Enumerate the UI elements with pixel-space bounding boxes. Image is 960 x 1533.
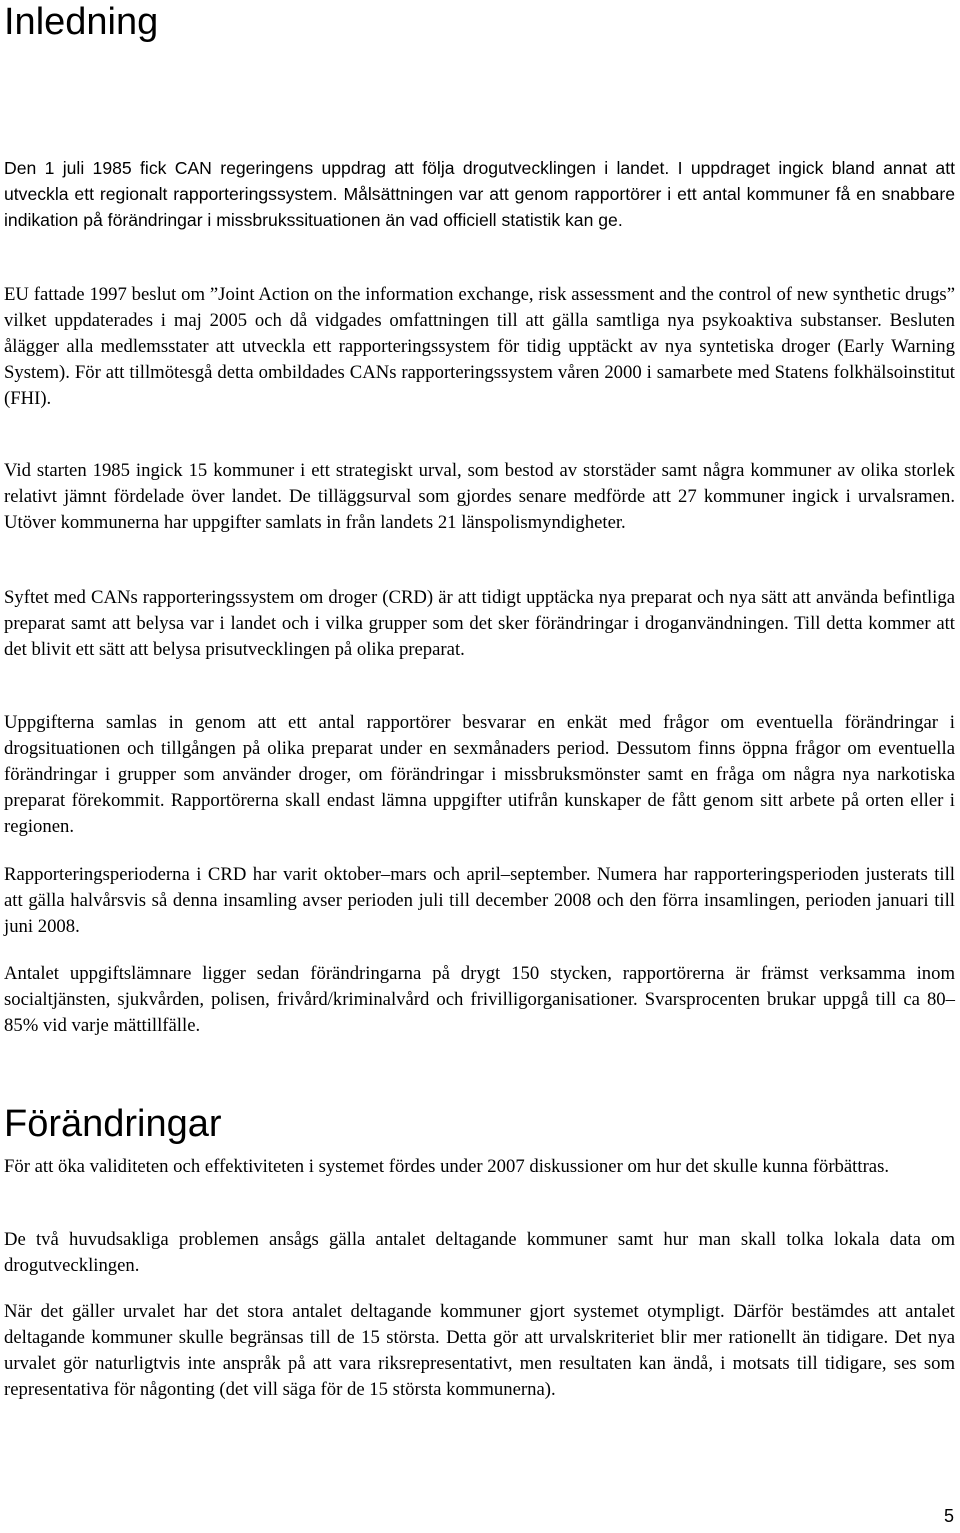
paragraph: För att öka validiteten och effektiviteten i systemet fördes under 2007 diskussioner om hur det skulle kunna förbättras.	[4, 1156, 890, 1177]
paragraph: Uppgifterna samlas in genom att ett antal rapportörer besvarar en enkät med frågor om eventuella förändringar i drogsituationen och tillgången på olika preparat under en sexmånaders period. Dessutom finns öppna frågor om eventuella förändringar i grupper som använder droger, om förändringar i missbruksmönster samt en fråga om några nya narkotiska preparat förekommit. Rapportörerna skall endast lämna uppgifter utifrån kunskaper de fått genom sitt arbete på orten eller i regionen.	[4, 712, 955, 837]
paragraph: Vid starten 1985 ingick 15 kommuner i ett strategiskt urval, som bestod av storstäder samt några kommuner av olika storlek relativt jämnt fördelade över landet. De tilläggsurval som gjordes senare medförde att 27 kommuner ingick i urvalsramen. Utöver kommunerna har uppgifter samlats in från landets 21 länspolismyndigheter.	[4, 460, 955, 533]
section-heading-forandringar: Förändringar	[4, 1103, 222, 1145]
paragraph: EU fattade 1997 beslut om ”Joint Action on the information exchange, risk assessment and the control of new synthetic drugs” vilket uppdaterades i maj 2005 och då vidgades omfattningen till att gälla samtliga nya psykoaktiva substanser. Besluten ålägger alla medlemsstater att utveckla ett rapporteringssystem för tidig upptäckt av nya syntetiska droger (Early Warning System). För att tillmötesgå detta ombildades CANs rapporteringssystem våren 2000 i samarbete med Statens folkhälsoinstitut (FHI).	[4, 284, 955, 409]
paragraph: Syftet med CANs rapporteringssystem om droger (CRD) är att tidigt upptäcka nya preparat och nya sätt att använda befintliga preparat samt att belysa var i landet och i vilka grupper som det sker förändringar i droganvändningen. Till detta kommer att det blivit ett sätt att belysa prisutvecklingen på olika preparat.	[4, 587, 955, 660]
paragraph: Rapporteringsperioderna i CRD har varit oktober–mars och april–september. Numera har rapporteringsperioden justerats till att gälla halvårsvis så denna insamling avser perioden juli till december 2008 och den förra insamlingen, perioden januari till juni 2008.	[4, 864, 955, 937]
paragraph: Den 1 juli 1985 fick CAN regeringens uppdrag att följa drogutvecklingen i landet. I uppdraget ingick bland annat att utveckla ett regionalt rapporteringssystem. Målsättningen var att genom rapportörer i ett antal kommuner få en snabbare indikation på förändringar i missbrukssituationen än vad officiell statistik kan ge.	[4, 158, 955, 230]
paragraph: När det gäller urvalet har det stora antalet deltagande kommuner gjort systemet otympligt. Därför bestämdes att antalet deltagande kommuner skulle begränsas till de 15 största. Detta gör att urvalskriteriet blir mer rationellt än tidigare. Det nya urvalet gör naturligtvis inte anspråk på att vara riksrepresentativt, men resultaten kan ändå, i motsats till tidigare, ses som representativa för någonting (det vill säga för de 15 största kommunerna).	[4, 1301, 955, 1400]
paragraph: De två huvudsakliga problemen ansågs gälla antalet deltagande kommuner samt hur man skall tolka lokala data om drogutvecklingen.	[4, 1229, 955, 1276]
page-number: 5	[943, 1506, 954, 1526]
paragraph: Antalet uppgiftslämnare ligger sedan förändringarna på drygt 150 stycken, rapportörerna är främst verksamma inom socialtjänsten, sjukvården, polisen, frivård/kriminalvård och frivilligorganisationer. Svarsprocenten brukar uppgå till ca 80–85% vid varje mättillfälle.	[4, 963, 955, 1036]
section-heading-inledning: Inledning	[4, 1, 159, 43]
